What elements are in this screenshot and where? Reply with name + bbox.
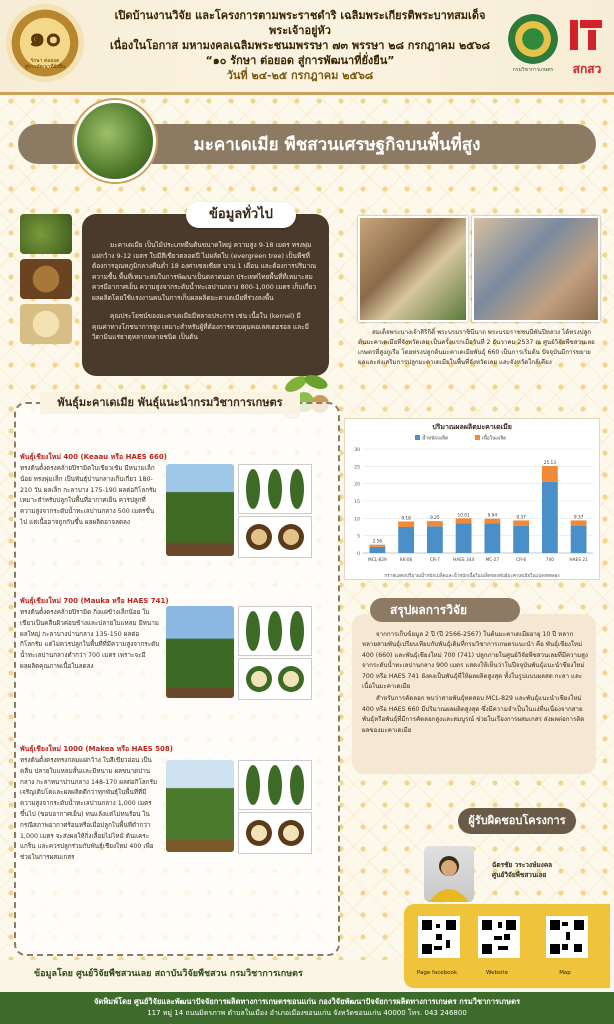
tsri-logo xyxy=(568,16,604,56)
chart-bar xyxy=(513,526,529,553)
variety-1-leaves-photo xyxy=(238,464,312,514)
website-qr-code[interactable] xyxy=(478,916,520,958)
header-line-2: เนื่องในโอกาส มหามงคลเฉลิมพระชนมพรรษา ๗๓ พรรษา ๒๘ กรกฎาคม ๒๕๖๘ xyxy=(109,39,491,52)
chart-bar xyxy=(484,524,500,553)
logo-text-2: สู่การพัฒนาที่ยั่งยืน xyxy=(24,63,66,70)
chart-bar xyxy=(369,545,385,547)
chart-bar xyxy=(571,526,587,553)
chart-legend xyxy=(415,434,506,442)
map-qr-label: Map xyxy=(559,970,571,976)
x-tick-label: 740 xyxy=(545,558,554,563)
y-tick-label: 0 xyxy=(357,552,360,557)
bar-data-label: 2.56 xyxy=(372,539,383,545)
y-tick-label: 10 xyxy=(354,517,360,523)
bar-data-label: 9.37 xyxy=(573,515,584,521)
doa-logo xyxy=(508,14,558,64)
y-tick-label: 5 xyxy=(357,534,360,540)
chart-bar xyxy=(571,520,587,525)
summary-heading: สรุปผลการวิจัย xyxy=(370,598,520,622)
logo-number: ๑๐ xyxy=(28,22,62,53)
legend-swatch xyxy=(415,435,420,440)
header-date: วันที่ ๒๔-๒๕ กรกฎาคม ๒๕๖๘ xyxy=(226,69,374,82)
map-qr-code[interactable] xyxy=(546,916,588,958)
chart-bar xyxy=(456,523,472,553)
chart-bar xyxy=(398,527,414,553)
y-tick-label: 15 xyxy=(354,500,360,505)
varieties-heading: พันธุ์มะคาเดเมีย พันธุ์แนะนำกรมวิชาการเกษตร xyxy=(40,392,300,414)
chart-bar xyxy=(456,518,472,523)
variety-1-tree-photo xyxy=(166,464,234,556)
bar-data-label: 9.18 xyxy=(401,516,411,522)
researcher-name: ฉัตรชัย วระวงษ์มงคล xyxy=(492,861,553,869)
header-text xyxy=(100,8,500,83)
chart-caption: กราฟแสดงปริมาณน้ำหนักเมล็ดและน้ำหนักเนื้อในเมล็ดของพันธุ์มะคาเดเมียในแปลงทดลอง xyxy=(384,574,560,579)
x-tick-label: CR-6 xyxy=(516,558,527,563)
kernel-photo xyxy=(20,304,72,344)
variety-1-nut-photo xyxy=(238,516,312,558)
general-info-box xyxy=(82,214,329,376)
macadamia-leaves-photo xyxy=(74,100,156,182)
variety-2-text: ทรงต้นตั้งตรงคล้ายปิรามิด กิ่งแผ่ข้างเล็กน้อย ใบเขียวเป็นคลื่นผิวค่อนข้างและปลายใบแหลม มีหนาม ผลใหญ่ กะลาบางปานกลาง 135-150 ผลต่อกิโลกรัม แต่ไม่ควรปลูกในพื้นที่ที่มีความสูงจากระดับน้ำทะเลปานกลางต่ำกว่า 700 เมตร เพราะจะมีผลผลิตคุณภาพเนื้อในลดลง xyxy=(20,609,160,670)
chart-bars xyxy=(369,460,586,553)
summary-para-2: สำหรับการคัดลอก พบว่าสายพันธุ์ทดสอบ MCL-829 และพันธุ์แนะนำเชียงใหม่ 400 หรือ HAES 660 มีปริมาณผลผลิตสูงสุด ซึ่งมีความจำเป็นในแง่ที่นเนื่องจากสายพันธุ์หรือพันธุ์ที่มีการคัดลอกสูงและสมบูรณ์ ช่วยในเรื่องการผสมเกสร ส่งผลต่อการติดผลของมะคาเดเมีย xyxy=(362,695,585,734)
y-tick-label: 25 xyxy=(354,465,360,471)
summary-para-1: จากการเก็บข้อมูล 2 ปี (ปี 2566-2567) ในต้นมะคาเดเมียอายุ 10 ปี หลากหลายสายพันธุ์เปรียบเทียบกับพันธุ์เดิมที่กรมวิชาการเกษตรแนะนำ คือ พันธุ์เชียงใหม่ 400 (660) และพันธุ์เชียงใหม่ 700 (741) ปลูกภายในศูนย์วิจัยพืชสวนเลยที่มีความสูงจากระดับน้ำทะเลปานกลาง 900 เมตร แสดงให้เห็นว่าในปีจจุบันพันธุ์แนะนำชียงใหม่ 700 หรือ HAES 741 ยังคงเป็นพันธุ์ที่ให้ผลผลิตสูงสุด ทั้งในรูปแบบผลสด กะลา และเนื้อในมะคาเดเมีย xyxy=(362,631,588,691)
footer-line-2: 117 หมู่ 14 ถนนมิตรภาพ ตำบลในเมือง อำเภอเมืองขอนแก่น จังหวัดขอนแก่น 40000 โทร. 043 246800 xyxy=(147,1009,467,1017)
doa-logo-caption: กรมวิชาการเกษตร xyxy=(512,67,554,73)
y-tick-label: 30 xyxy=(354,448,360,453)
variety-3-leaves-photo xyxy=(238,760,312,810)
x-tick-label: HAES 344 xyxy=(453,558,475,563)
header xyxy=(0,0,614,95)
variety-2-title: พันธุ์เชียงใหม่ 700 (Mauka หรือ HAES 741) xyxy=(20,597,169,605)
researcher-info xyxy=(492,860,552,880)
nut-cluster-photo xyxy=(20,214,72,254)
yield-chart-svg xyxy=(345,419,599,579)
x-tick-label: MC-27 xyxy=(485,558,500,563)
variety-1-title: พันธุ์เชียงใหม่ 400 (Keaau หรือ HAES 660) xyxy=(20,453,167,461)
person-icon xyxy=(424,846,474,902)
chart-bar xyxy=(484,519,500,524)
anniversary-logo xyxy=(6,4,84,82)
x-tick-label: HAES 21 xyxy=(569,558,588,563)
chart-bar xyxy=(542,466,558,482)
chart-bar xyxy=(398,521,414,527)
responsible-heading: ผู้รับผิดชอบโครงการ xyxy=(458,808,576,834)
variety-2-leaves-photo xyxy=(238,606,312,656)
page-title: มะคาเดเมีย พืชสวนเศรษฐกิจบนพื้นที่สูง xyxy=(18,124,596,164)
bar-data-label: 10.01 xyxy=(457,513,470,519)
general-info-heading: ข้อมูลทั่วไป xyxy=(186,202,296,228)
royal-photo-caption: สมเด็จพระนางเจ้าสิริกิติ์ พระบรมราชินีนาถ พระบรมราชชนนีพันปีหลวง ได้ทรงปลูกต้นมะคาเดเมียที่จังหวัดเลย เป็นครั้งแรกเมื่อวันที่ 2 ธันวาคม 2537 ณ ศูนย์วิจัยพืชสวนเลย เกษตรที่สูงภูเรือ โดยทรงปลูกต้นมะคาเดเมียพันธุ์ 660 เป็นการเริ่มต้น ปัจจุบันมีการขยายผลและส่งเสริมการปลูกมะคาเดเมียในพื้นที่จังหวัดเลย และจังหวัดใกล้เคียง xyxy=(358,329,595,366)
bar-data-label: 25.13 xyxy=(543,460,557,466)
chart-bar xyxy=(513,520,529,526)
legend-label: เนื้อในเมล็ด xyxy=(482,436,507,442)
tsri-logo-caption: สกสว xyxy=(572,62,602,76)
nut-thumbnails xyxy=(20,214,72,349)
footer-line-1: จัดพิมพ์โดย ศูนย์วิจัยและพัฒนาปัจจัยการผลิตทางการเกษตรขอนแก่น กองวิจัยพัฒนาปัจจัยการผลิตทางการเกษตร กรมวิชาการเกษตร xyxy=(93,997,521,1006)
x-tick-label: MCL-829 xyxy=(367,558,387,563)
footer xyxy=(0,992,614,1024)
y-tick-label: 20 xyxy=(354,482,360,488)
logo-text-1: รักษา ต่อยอด xyxy=(30,57,60,64)
variety-2-tree-photo xyxy=(166,606,234,698)
variety-3-title: พันธุ์เชียงใหม่ 1000 (Makea หรือ HAES 508) xyxy=(20,745,173,753)
bar-data-label: 9.25 xyxy=(430,516,440,522)
royal-photo-2 xyxy=(472,216,600,322)
legend-label: น้ำหนักเมล็ด xyxy=(422,436,449,442)
chart-bar xyxy=(369,547,385,553)
summary-box xyxy=(352,614,596,774)
general-info-para-2: คุณประโยชน์ของมะคาเดเมียมีหลายประการ เช่น เนื้อใน (kernel) มีคุณค่าทางโภชนาการสูง เหมาะสำหรับผู้ที่ต้องการควบคุมคอเลสเตอรอล และมีวิตามินแร่ธาตุหลากหลายชนิด เป็นต้น xyxy=(92,312,309,341)
bar-data-label: 9.37 xyxy=(516,515,526,521)
header-line-3: “๑๐ รักษา ต่อยอด สู่การพัฒนาที่ยั่งยืน” xyxy=(205,54,395,67)
x-tick-label: KK-06 xyxy=(400,558,413,563)
variety-2-nut-photo xyxy=(238,658,312,700)
shelled-nut-photo xyxy=(20,259,72,299)
chart-bar xyxy=(427,526,443,553)
header-line-1: เปิดบ้านงานวิจัย และโครงการตามพระราชดำริ เฉลิมพระเกียรติพระบาทสมเด็จพระเจ้าอยู่หัว xyxy=(114,9,486,37)
x-tick-label: CR-7 xyxy=(429,558,440,563)
variety-1-text: ทรงต้นตั้งตรงคล้ายปิรามิดใบเขียวเข้ม มีหนามเล็กน้อย ทรงพุ่มเล็ก เป็นพันธุ์ปานกลางเก็บเกี่ยว 180-210 วัน ผลเล็ก กะลาบาง 175-190 ผลต่อกิโลกรัม เหมาะสำหรับปลูกในพื้นที่อากาศเย็น ควรปลูกที่ความสูงจากระดับน้ำทะเลปานกลาง 500 เมตรขึ้นไป แต่เนื้ออาจถูกกันขึ้น ผลผลิตอาจลดลง xyxy=(20,465,157,526)
facebook-qr-label: Page facebook xyxy=(416,970,458,976)
researcher-portrait xyxy=(424,846,474,902)
website-qr-label: Website xyxy=(486,970,508,976)
chart-bar xyxy=(542,482,558,553)
variety-3-tree-photo xyxy=(166,760,234,852)
facebook-qr-code[interactable] xyxy=(418,916,460,958)
bar-data-label: 9.94 xyxy=(487,513,498,519)
yield-chart xyxy=(344,418,600,580)
general-info-para-1: มะคาเดเมีย เป็นไม้ประเภทยืนต้นขนาดใหญ่ ความสูง 9-18 เมตร ทรงพุ่มแผ่กว้าง 9-12 เมตร ใบมีสีเขียวตลอดปี ไม่ผลัดใบ (evergreen tree) เป็นพืชที่ต้องการอุณหภูมิกลางคืนต่ำ 18 องศาเซลเซียส นาน 1 เดือน และต้องการปริมาณความชื้น พื้นที่เหมาะสมในการพัฒนาเป็นตลาดนอก ประเทศไทยพื้นที่ที่เหมาะสม ควรมีอากาศเย็น ความสูงจากระดับน้ำทะเลปานกลาง 800-1,000 เมตร เก็บเกี่ยวผลผลิตโดยใช้แรงงานคนในการเก็บผลผลิตมะคาเดเมียที่ร่วงลงพื้น xyxy=(92,241,317,302)
researcher-org: ศูนย์วิจัยพืชสวนเลย xyxy=(492,871,547,879)
variety-3-text: ทรงต้นตั้งตรงทรงกลมแผ่กว้าง ใบสีเขียวอ่อน เป็นคลื่น ปลายใบแหลมสั้นและมีหนาม ผลขนาดปานกลาง กะลาหนาปานกลาง 148-170 ผลต่อกิโลกรัม เจริญเติบโตและผลผลิตดีกว่าทุกพันธุ์ในพื้นที่ที่มีความสูงจากระดับน้ำทะเลปานกลาง 1,000 เมตรขึ้นไป (ขอบอากาศเย็น) ทนแล้งแต่ไม่ทนร้อน ในกรณีสภาพอากาศร้อนหรือเมื่อปลูกในพื้นที่ต่ำกว่า 1,000 เมตร จะส่งผลให้กิ่งเลื้อยไม่ไหม้ ต้นแคระแกร็น และควรปลูกร่วมกับพันธุ์เชียงใหม่ 400 เพื่อช่วยในการผสมเกสร xyxy=(20,757,158,862)
chart-bar xyxy=(427,521,443,526)
variety-3-nut-photo xyxy=(238,812,312,854)
legend-swatch xyxy=(475,435,480,440)
royal-photo-1 xyxy=(358,216,468,322)
data-credit: ข้อมูลโดย ศูนย์วิจัยพืชสวนเลย สถาบันวิจัยพืชสวน กรมวิชาการเกษตร xyxy=(34,969,303,979)
chart-title: ปริมาณผลผลิตมะคาเดเมีย xyxy=(432,423,512,431)
